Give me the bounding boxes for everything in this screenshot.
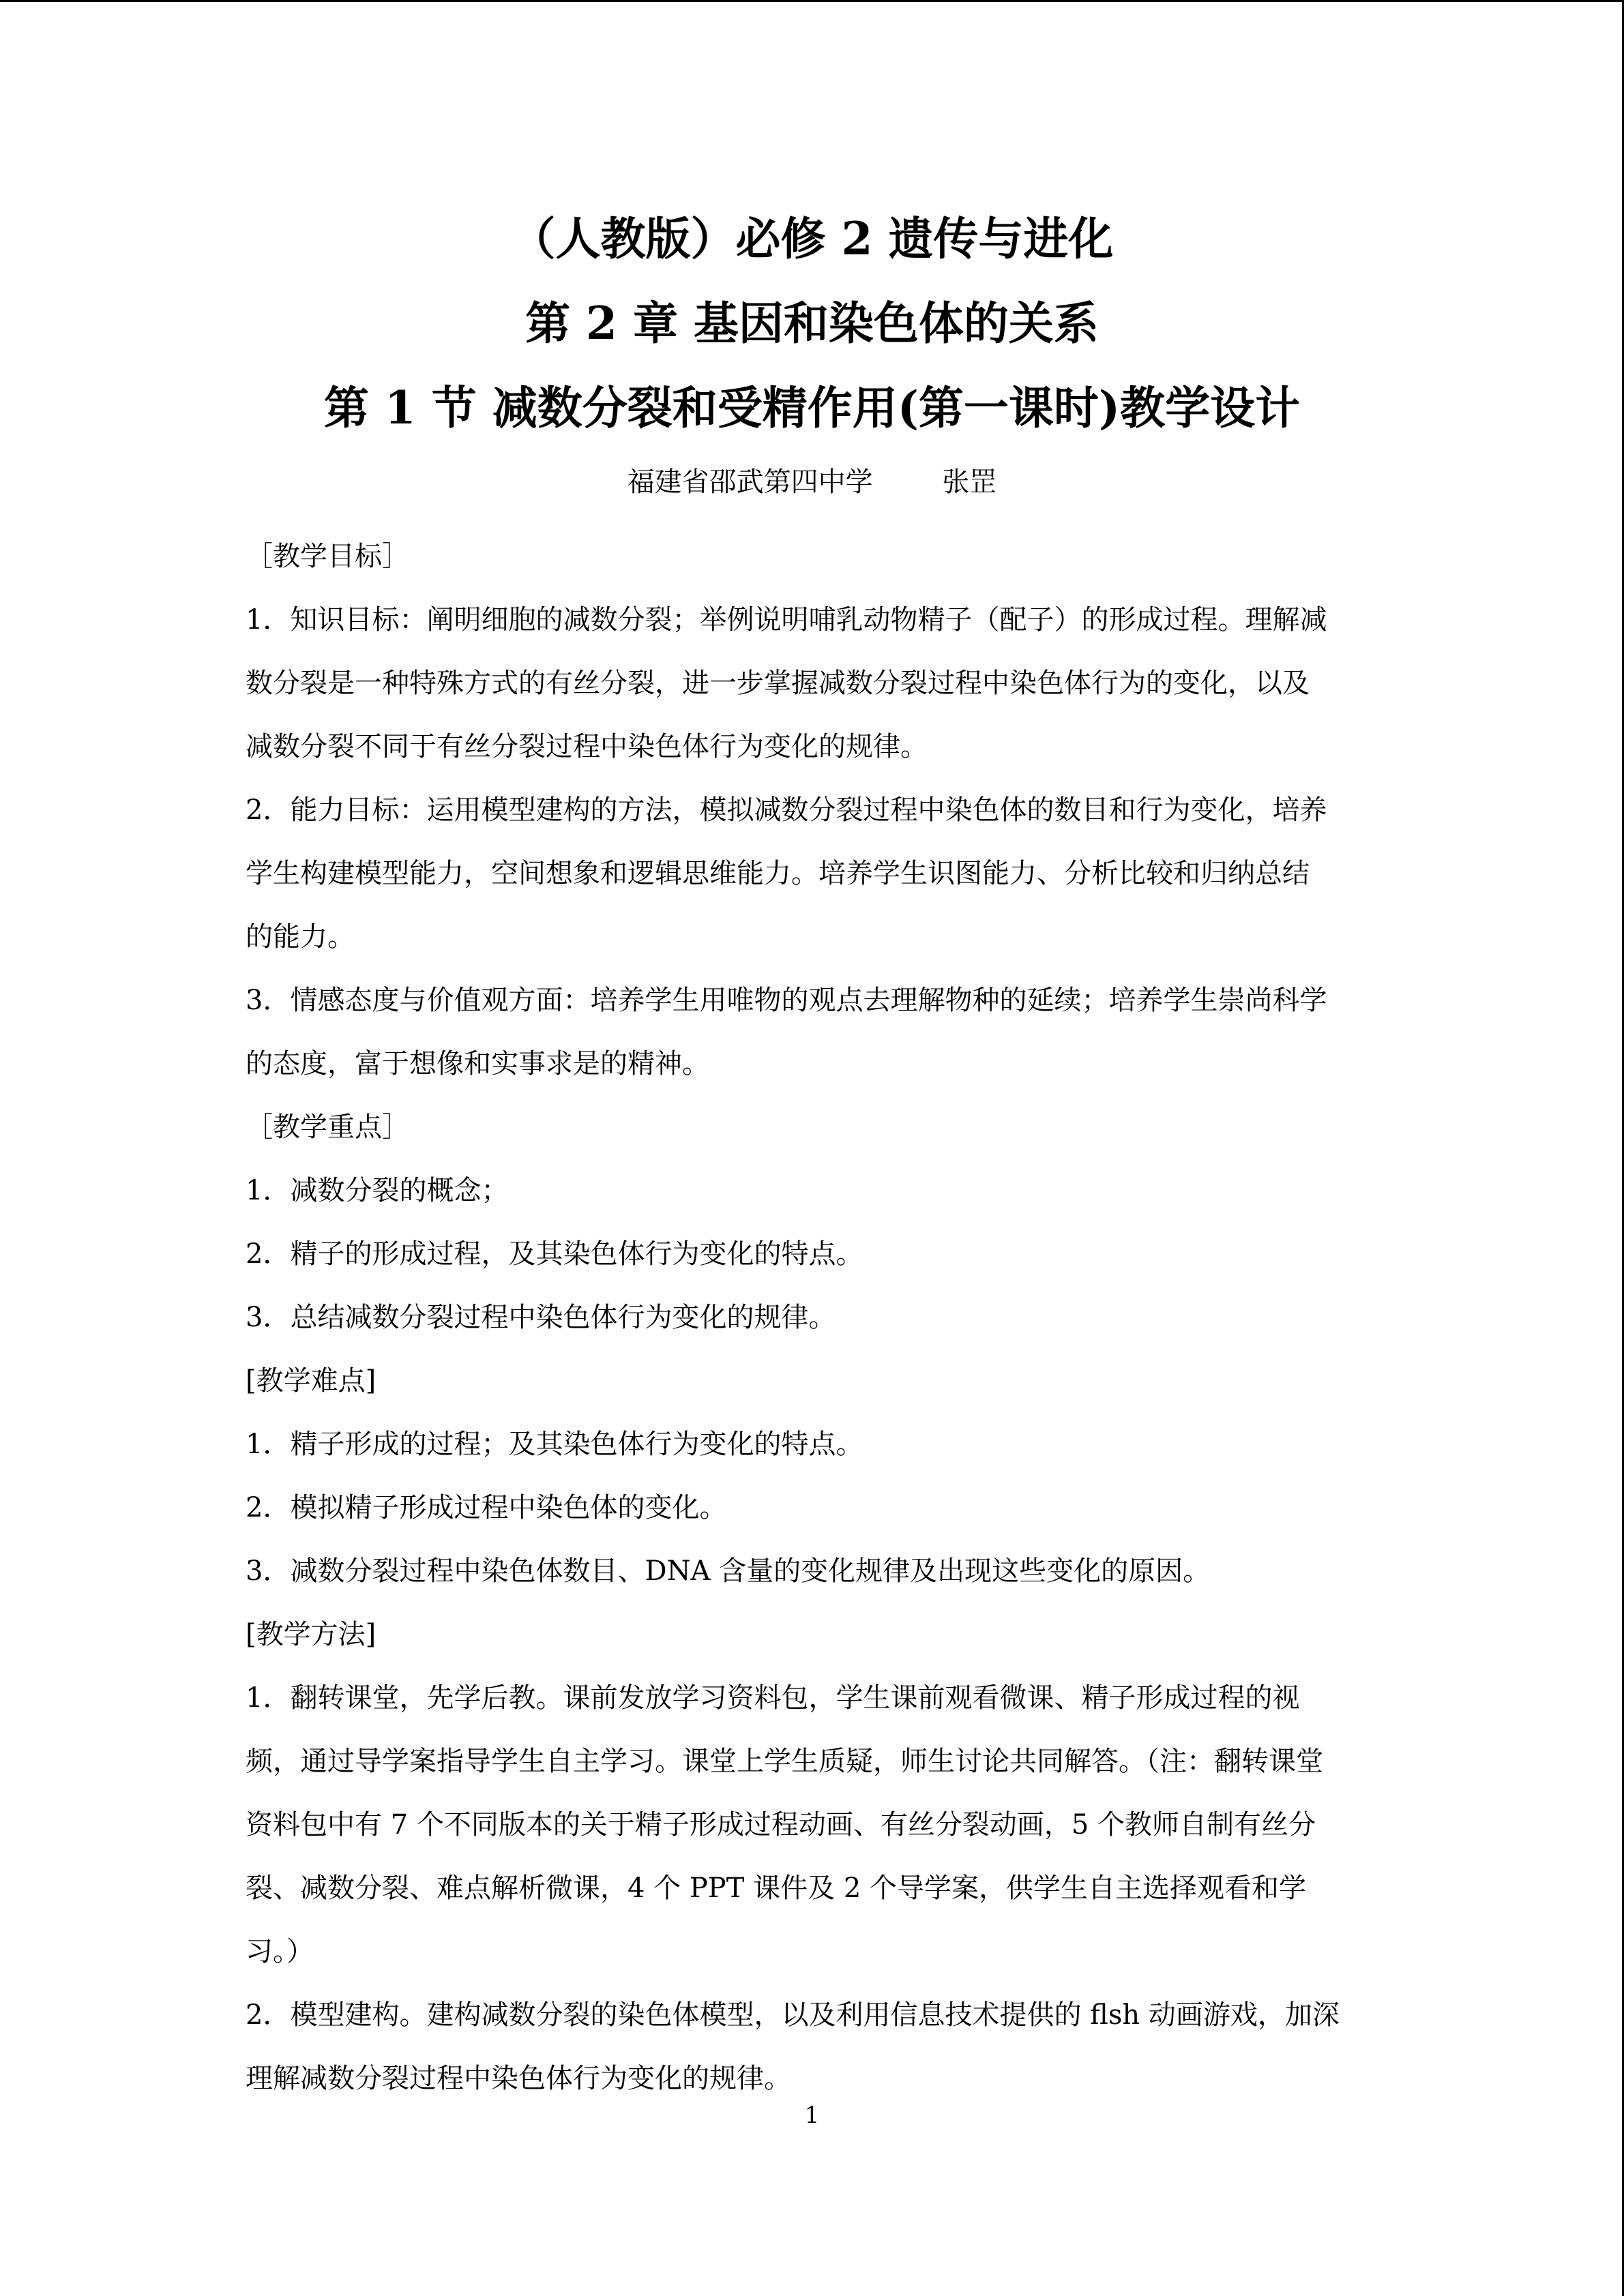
body-line: 1．翻转课堂，先学后教。课前发放学习资料包，学生课前观看微课、精子形成过程的视	[246, 1682, 1300, 1714]
body-line: 3．情感态度与价值观方面：培养学生用唯物的观点去理解物种的延续；培养学生崇尚科学	[246, 985, 1327, 1016]
body-line: 1．减数分裂的概念；	[246, 1175, 509, 1206]
document-body	[246, 525, 1378, 2111]
body-line: 频，通过导学案指导学生自主学习。课堂上学生质疑，师生讨论共同解答。（注：翻转课堂	[246, 1746, 1323, 1777]
author-line: 福建省邵武第四中学 张罡	[627, 466, 997, 498]
body-line: 2．能力目标：运用模型建构的方法，模拟减数分裂过程中染色体的数目和行为变化，培养	[246, 794, 1327, 826]
body-line: 3．减数分裂过程中染色体数目、DNA 含量的变化规律及出现这些变化的原因。	[246, 1555, 1211, 1587]
body-line: 的能力。	[246, 921, 355, 953]
section-heading-difficulties: [教学难点]	[246, 1365, 377, 1397]
chapter-title: 第 2 章 基因和染色体的关系	[525, 297, 1099, 350]
body-line: 数分裂是一种特殊方式的有丝分裂，进一步掌握减数分裂过程中染色体行为的变化，以及	[246, 668, 1310, 699]
body-line: 2．精子的形成过程，及其染色体行为变化的特点。	[246, 1238, 863, 1270]
body-line: 2．模型建构。建构减数分裂的染色体模型，以及利用信息技术提供的 flsh 动画游戏，加深	[246, 1999, 1340, 2031]
section-title: 第 1 节 减数分裂和受精作用(第一课时)教学设计	[323, 381, 1301, 434]
section-heading-key-points: ［教学重点］	[246, 1112, 409, 1143]
body-line: 习。）	[246, 1936, 314, 1967]
body-line: 减数分裂不同于有丝分裂过程中染色体行为变化的规律。	[246, 731, 928, 762]
section-heading-methods: [教学方法]	[246, 1619, 377, 1650]
body-line: 资料包中有 7 个不同版本的关于精子形成过程动画、有丝分裂动画，5 个教师自制有丝分	[246, 1809, 1316, 1840]
body-line: 1．知识目标：阐明细胞的减数分裂；举例说明哺乳动物精子（配子）的形成过程。理解减	[246, 604, 1327, 636]
body-line: 理解减数分裂过程中染色体行为变化的规律。	[246, 2063, 791, 2094]
body-line: 3．总结减数分裂过程中染色体行为变化的规律。	[246, 1302, 836, 1333]
body-line: 裂、减数分裂、难点解析微课，4 个 PPT 课件及 2 个导学案，供学生自主选择观看和学	[246, 1873, 1306, 1904]
document-title: （人教版）必修 2 遗传与进化	[510, 212, 1114, 265]
body-line: 2．模拟精子形成过程中染色体的变化。	[246, 1492, 727, 1523]
page-number: 1	[804, 2102, 820, 2129]
section-heading-objectives: ［教学目标］	[246, 541, 409, 572]
top-border-rule	[0, 0, 1624, 2]
body-line: 1．精子形成的过程；及其染色体行为变化的特点。	[246, 1429, 863, 1460]
body-line: 学生构建模型能力，空间想象和逻辑思维能力。培养学生识图能力、分析比较和归纳总结	[246, 858, 1310, 889]
body-line: 的态度，富于想像和实事求是的精神。	[246, 1048, 709, 1079]
